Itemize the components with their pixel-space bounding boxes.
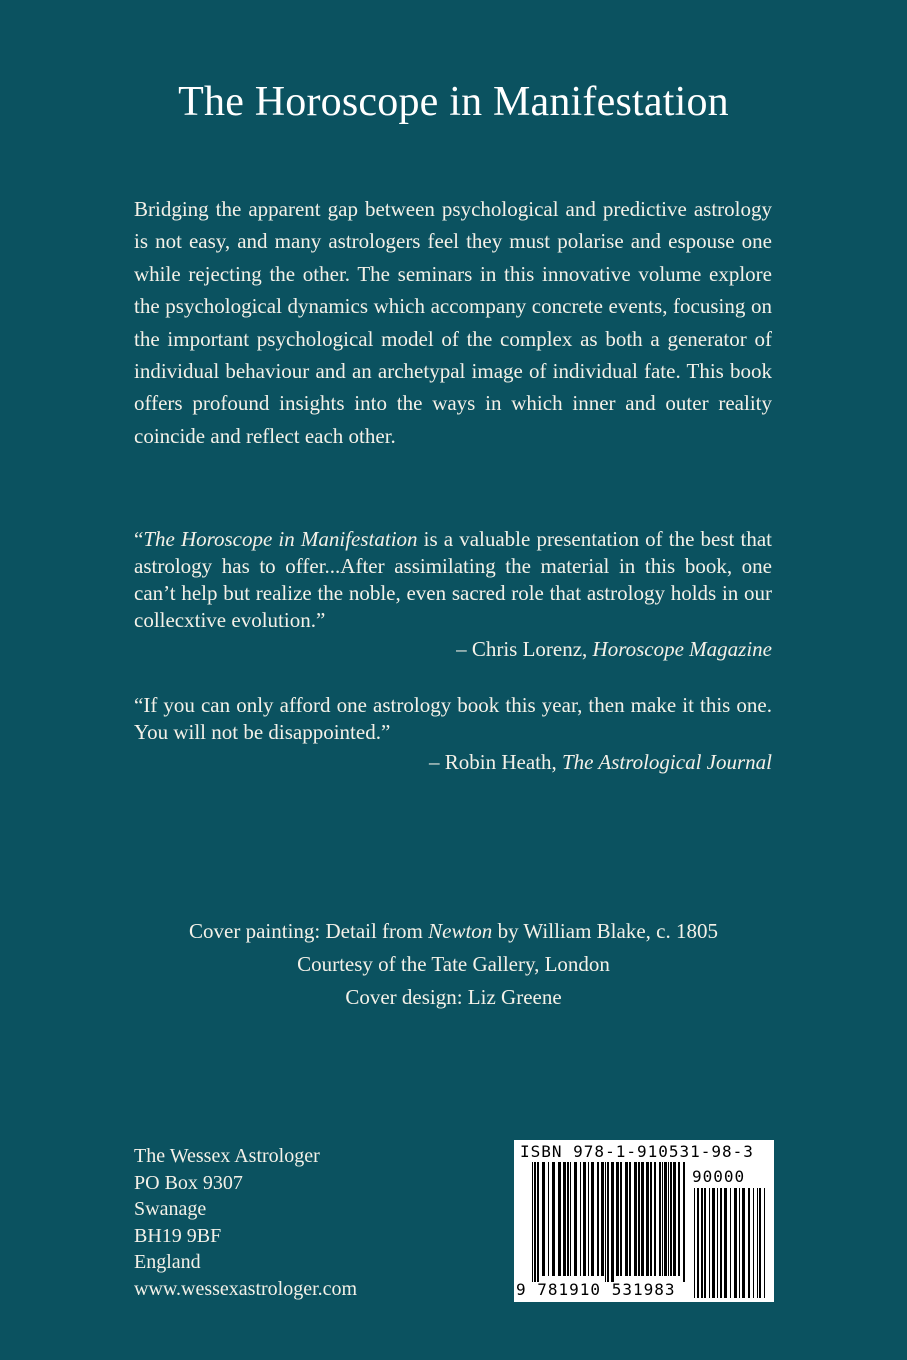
publisher-website: www.wessexastrologer.com <box>134 1277 358 1300</box>
painting-credit <box>0 915 907 948</box>
publisher-address <box>134 1143 357 1303</box>
review-attribution-1 <box>456 637 772 662</box>
barcode-bar <box>757 1188 758 1298</box>
address-line: BH19 9BF <box>134 1224 222 1247</box>
barcode-bar <box>694 1188 695 1298</box>
barcode-bar <box>591 1162 594 1276</box>
barcode-bar <box>759 1188 761 1298</box>
price-code: 90000 <box>692 1167 746 1186</box>
courtesy-credit: Courtesy of the Tate Gallery, London <box>297 952 610 976</box>
painting-credit-suffix: by William Blake, c. 1805 <box>492 919 718 943</box>
barcode-bar <box>563 1162 566 1276</box>
barcode-bar <box>697 1188 699 1298</box>
barcode-bar <box>753 1188 754 1298</box>
barcode-bar <box>646 1162 649 1276</box>
barcode-bar <box>558 1162 561 1276</box>
address-line: England <box>134 1251 201 1274</box>
quote-text: is a valuable presentation of the best that astrology has to offer...After assimilating the material in this book, one can’t help but realize the noble, even sacred role that astrology holds in our collecxtive evolution.” <box>134 527 772 632</box>
barcode-bar <box>638 1162 640 1276</box>
barcode-bar <box>625 1162 628 1276</box>
barcode-bar <box>683 1162 685 1282</box>
barcode-bars <box>514 1140 774 1302</box>
painting-title: Newton <box>428 919 493 943</box>
barcode-bar <box>724 1188 727 1298</box>
quote-book-title: The Horoscope in Manifestation <box>143 527 418 551</box>
barcode-bar <box>717 1188 718 1298</box>
review-source: Horoscope Magazine <box>592 637 772 661</box>
design-credit: Cover design: Liz Greene <box>345 985 562 1009</box>
barcode-bar <box>607 1162 609 1282</box>
review-quote-2: “If you can only afford one astrology book this year, then make it this one. You will not be disappointed.” <box>134 693 772 744</box>
barcode-bar <box>673 1162 676 1276</box>
barcode-bar <box>739 1188 740 1298</box>
barcode-bar <box>601 1162 604 1276</box>
review-quote-1 <box>134 526 772 634</box>
address-line: The Wessex Astrologer <box>134 1145 320 1167</box>
barcode-bar <box>742 1188 745 1298</box>
barcode-bar <box>662 1162 663 1276</box>
barcode-bar <box>634 1162 637 1276</box>
reviewer-name: – Robin Heath, <box>429 750 562 774</box>
barcode-bar <box>574 1162 577 1276</box>
book-title: The Horoscope in Manifestation <box>178 79 729 125</box>
isbn-barcode <box>514 1140 774 1302</box>
barcode-bar <box>532 1162 533 1282</box>
barcode-bar <box>542 1162 545 1276</box>
barcode-bar <box>654 1162 656 1276</box>
isbn-number: ISBN 978-1-910531-98-3 <box>520 1142 754 1161</box>
barcode-bar <box>664 1162 667 1276</box>
address-line: Swanage <box>134 1198 207 1221</box>
barcode-bar <box>629 1162 631 1276</box>
reviewer-name: – Chris Lorenz, <box>456 637 593 661</box>
barcode-bar <box>764 1188 765 1298</box>
barcode-bar <box>730 1188 731 1298</box>
barcode-bar <box>704 1188 706 1298</box>
barcode-bar <box>534 1162 536 1282</box>
painting-credit-prefix: Cover painting: Detail from <box>189 919 429 943</box>
barcode-bar <box>670 1162 672 1276</box>
barcode-bar <box>537 1162 539 1282</box>
quote-open-mark: “ <box>134 527 144 551</box>
barcode-bar <box>641 1162 644 1276</box>
barcode-bar <box>588 1162 589 1276</box>
barcode-bar <box>720 1188 722 1298</box>
barcode-bar <box>548 1162 549 1276</box>
barcode-bar <box>597 1162 599 1276</box>
barcode-bar <box>605 1162 606 1282</box>
barcode-bar <box>712 1188 715 1298</box>
address-line: PO Box 9307 <box>134 1171 243 1194</box>
barcode-bar <box>616 1162 619 1276</box>
barcode-bar <box>709 1188 710 1298</box>
barcode-bar <box>748 1188 750 1298</box>
barcode-bar <box>552 1162 555 1276</box>
review-source: The Astrological Journal <box>562 750 772 774</box>
barcode-bar <box>583 1162 586 1276</box>
barcode-bar <box>567 1162 569 1276</box>
barcode-bar <box>701 1188 703 1298</box>
barcode-bar <box>668 1162 669 1276</box>
barcode-bar <box>678 1162 680 1276</box>
review-attribution-2 <box>429 750 772 775</box>
barcode-bar <box>620 1162 622 1276</box>
barcode-bar <box>580 1162 581 1276</box>
barcode-bar <box>659 1162 661 1276</box>
cover-credits <box>0 915 907 1014</box>
barcode-bar <box>734 1188 737 1298</box>
barcode-bar <box>650 1162 652 1276</box>
ean-digits: 9 781910 531983 <box>516 1280 676 1299</box>
book-description: Bridging the apparent gap between psychological and predictive astrology is not easy, and many astrologers feel they must polarise and espouse one while rejecting the other. The seminars in this innovative volume explore the psychological dynamics which accompany concrete events, focusing on the important psychological model of the complex as both a generator of individual behaviour and an archetypal image of individual fate. This book offers profound insights into the ways in which inner and outer reality coincide and reflect each other. <box>134 197 772 448</box>
barcode-bar <box>570 1162 571 1276</box>
barcode-bar <box>611 1162 614 1282</box>
